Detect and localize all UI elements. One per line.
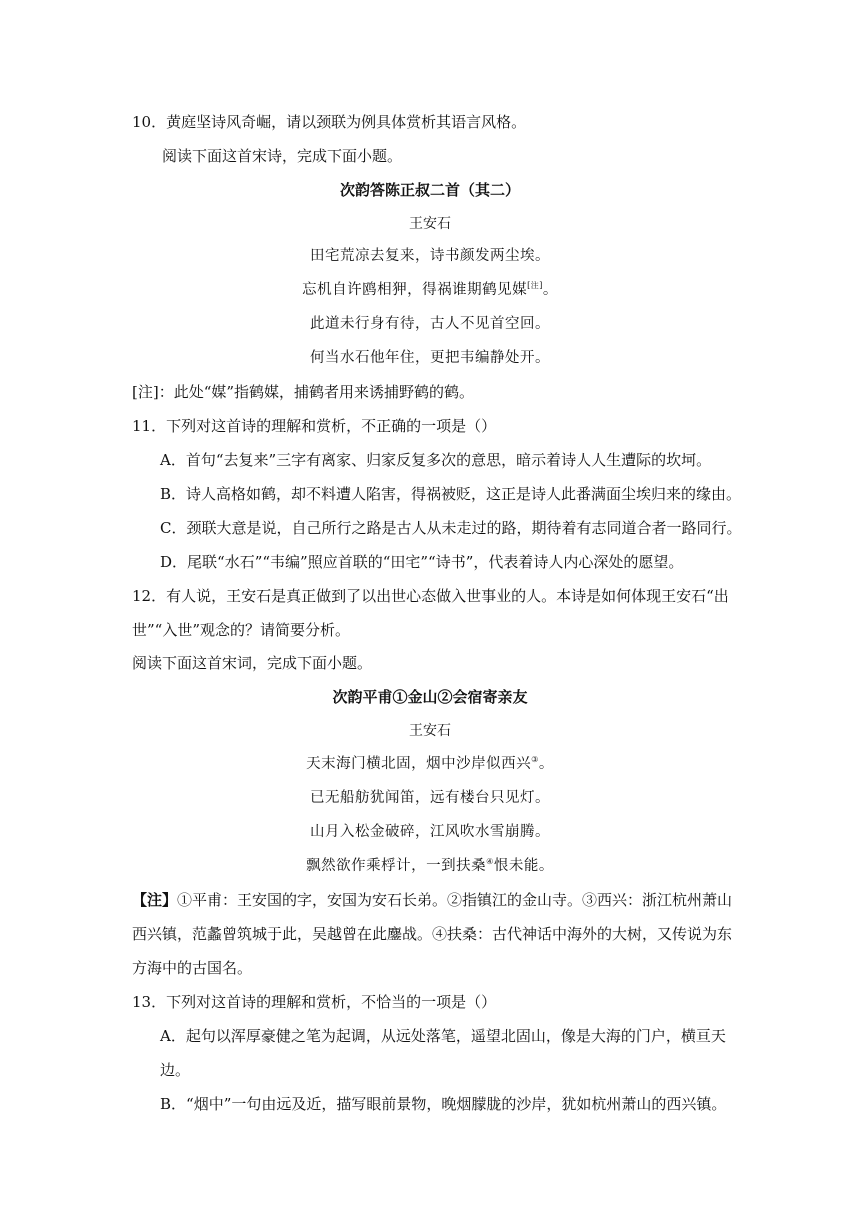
question-13: 13．下列对这首诗的理解和赏析，不恰当的一项是（） [132,993,497,1011]
poem2-line-2: 已无船舫犹闻笛，远有楼台只见灯。 [310,790,550,806]
footnote-marker: ③ [531,755,539,765]
poem1-note: [注]：此处“媒”指鹤媒，捕鹤者用来诱捕野鹤的鹤。 [132,383,475,401]
question-13-option-a-line-2: 边。 [160,1061,191,1079]
poem1-author: 王安石 [409,216,451,232]
question-13-option-b: B．“烟中”一句由远及近，描写眼前景物，晚烟朦胧的沙岸，犹如杭州萧山的西兴镇。 [160,1095,727,1113]
reading-intro-1: 阅读下面这首宋诗，完成下面小题。 [162,147,403,165]
footnote-marker: ④ [486,857,494,867]
poem1-line-1: 田宅荒凉去复来，诗书颜发两尘埃。 [310,248,550,264]
question-11-option-a: A．首句“去复来”三字有离家、归家反复多次的意思，暗示着诗人人生遭际的坎坷。 [160,451,712,469]
question-12-line-2: 世”“入世”观念的？请简要分析。 [132,621,351,639]
poem2-note-line-1: 【注】①平甫：王安国的字，安国为安石长弟。②指镇江的金山寺。③西兴：浙江杭州萧山 [132,891,733,909]
poem1-line-4: 何当水石他年住，更把韦编静处开。 [310,350,550,366]
footnote-marker: [注] [527,281,543,291]
poem2-line-4: 飘然欲作乘桴计，一到扶桑④恨未能。 [306,857,554,874]
poem2-title: 次韵平甫①金山②会宿寄亲友 [332,688,528,706]
poem2-note-line-3: 方海中的古国名。 [132,959,253,977]
poem1-title: 次韵答陈正叔二首（其二） [339,181,520,199]
question-10: 10．黄庭坚诗风奇崛，请以颈联为例具体赏析其语言风格。 [132,113,527,131]
poem2-line-1: 天末海门横北固，烟中沙岸似西兴③。 [306,755,554,772]
poem2-line-3: 山月入松金破碎，江风吹水雪崩腾。 [310,824,550,840]
question-11-option-b: B．诗人高格如鹤，却不料遭人陷害，得祸被贬，这正是诗人此番满面尘埃归来的缘由。 [160,485,742,503]
reading-intro-2: 阅读下面这首宋词，完成下面小题。 [132,654,373,672]
poem1-line-3: 此道未行身有待，古人不见首空回。 [310,316,550,332]
poem1-line-2: 忘机自许鸥相狎，得祸谁期鹤见媒[注]。 [302,281,558,298]
question-13-option-a-line-1: A．起句以浑厚豪健之笔为起调，从远处落笔，遥望北固山，像是大海的门户，横亘天 [160,1027,726,1045]
question-11: 11．下列对这首诗的理解和赏析，不正确的一项是（） [132,417,497,435]
poem2-note-line-2: 西兴镇，范蠡曾筑城于此，吴越曾在此鏖战。④扶桑：古代神话中海外的大树，又传说为东 [132,925,733,943]
question-11-option-d: D．尾联“水石”“韦编”照应首联的“田宅”“诗书”，代表着诗人内心深处的愿望。 [160,553,684,571]
poem2-author: 王安石 [409,723,451,739]
question-11-option-c: C．颈联大意是说，自己所行之路是古人从未走过的路，期待着有志同道合者一路同行。 [160,519,742,537]
note-label: 【注】 [132,891,178,909]
question-12-line-1: 12．有人说，王安石是真正做到了以出世心态做入世事业的人。本诗是如何体现王安石“出 [132,587,729,605]
